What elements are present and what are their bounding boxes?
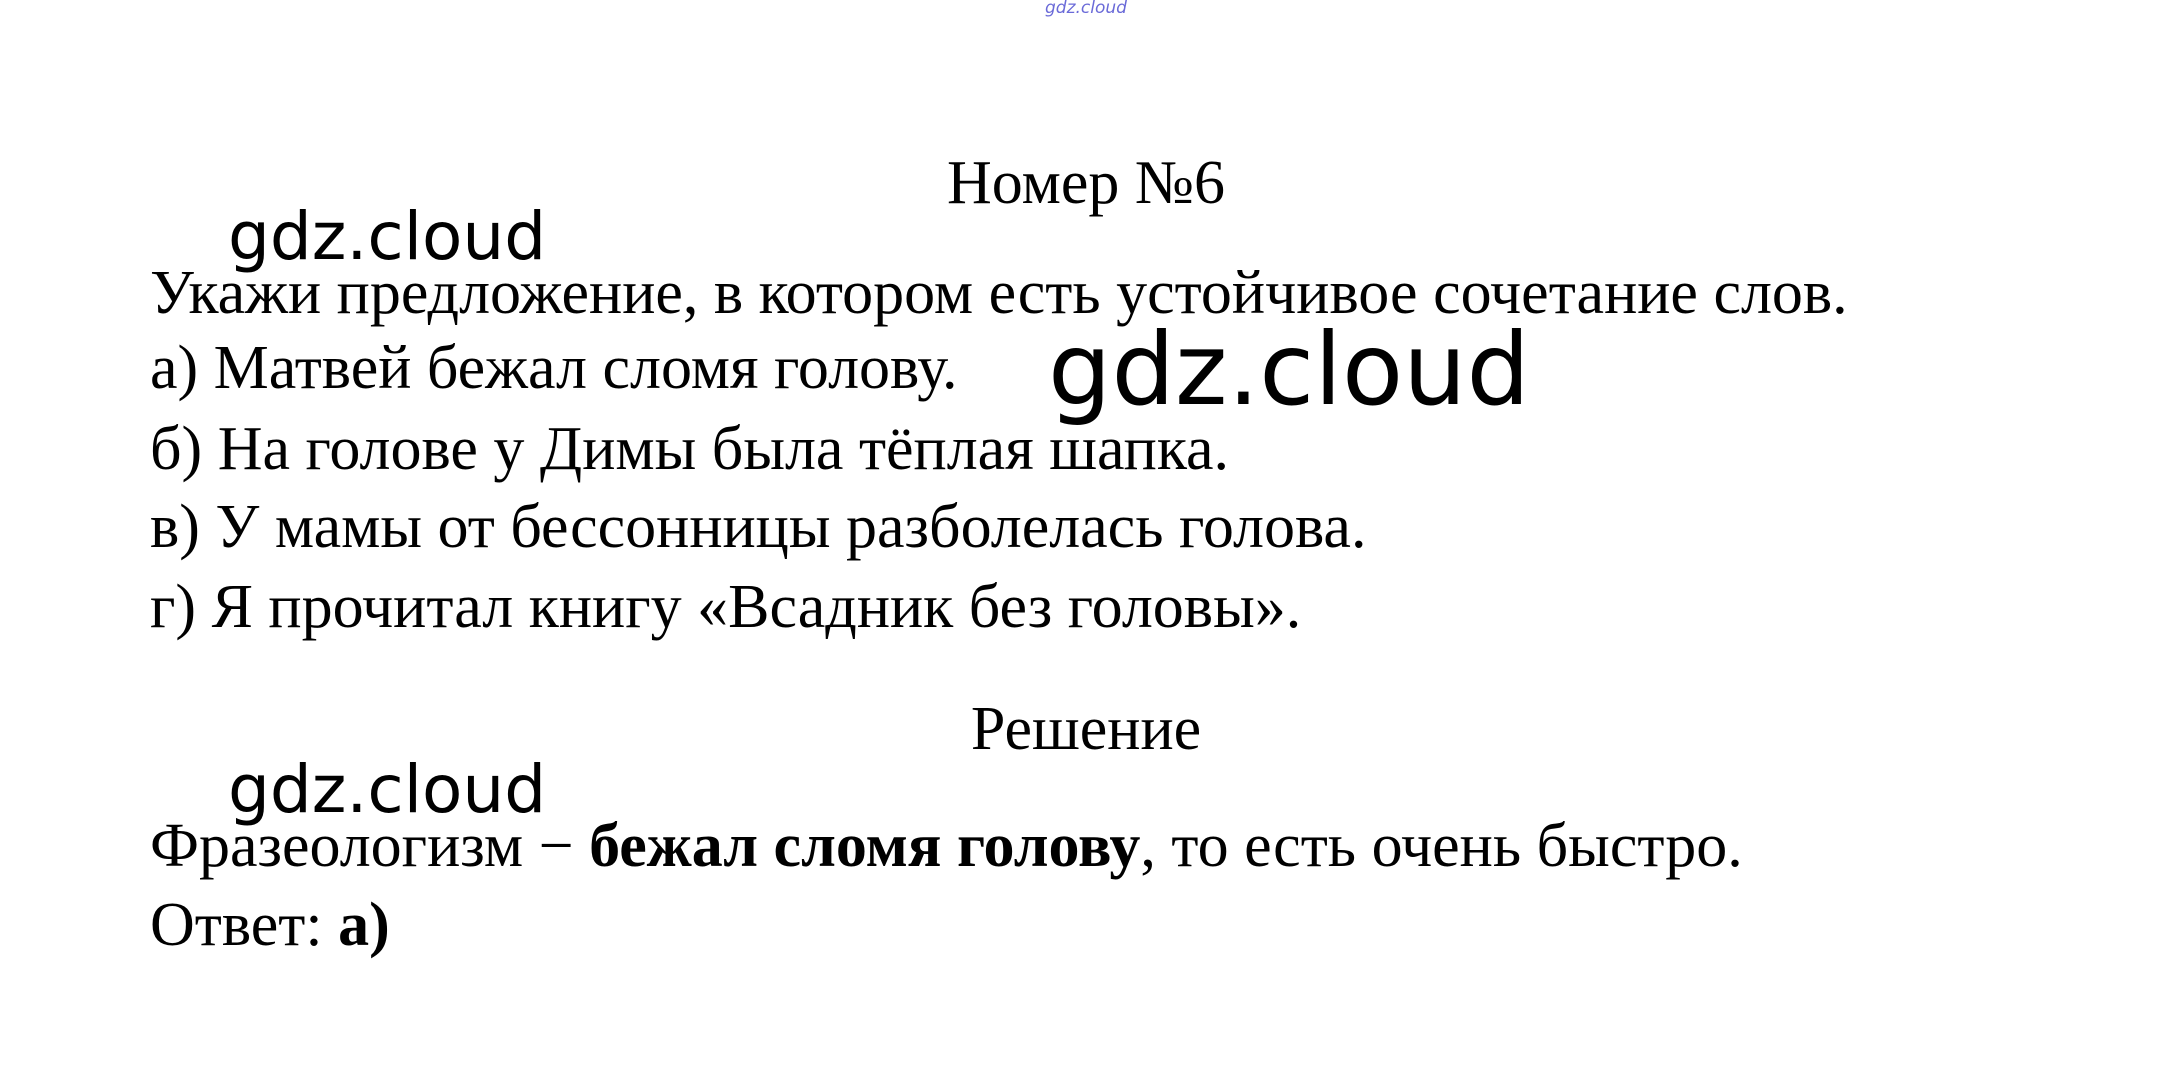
watermark-small-1: gdz.cloud (228, 198, 547, 275)
task-heading: Номер №6 (946, 149, 1225, 217)
solution-heading: Решение (970, 695, 1202, 763)
option-b: б) На голове у Димы была тёплая шапка. (150, 415, 1230, 483)
option-a: а) Матвей бежал сломя голову. (150, 334, 958, 402)
explanation-prefix: Фразеологизм − (150, 812, 590, 880)
option-c: в) У мамы от бессонницы разболелась голова. (150, 493, 1367, 561)
task-question: Укажи предложение, в котором есть устойчивое сочетание слов. (150, 259, 1848, 327)
watermark-small-2: gdz.cloud (228, 751, 547, 828)
watermark-top: gdz.cloud (1045, 0, 1127, 18)
answer-value: а) (338, 891, 390, 959)
watermark-big: gdz.cloud (1048, 311, 1531, 428)
answer-label: Ответ: (150, 891, 339, 959)
answer-line (150, 891, 390, 959)
option-d: г) Я прочитал книгу «Всадник без головы». (150, 573, 1302, 641)
explanation-suffix: , то есть очень быстро. (1140, 812, 1743, 880)
phraseologism: бежал сломя голову (589, 812, 1141, 880)
solution-explanation (150, 812, 1743, 880)
